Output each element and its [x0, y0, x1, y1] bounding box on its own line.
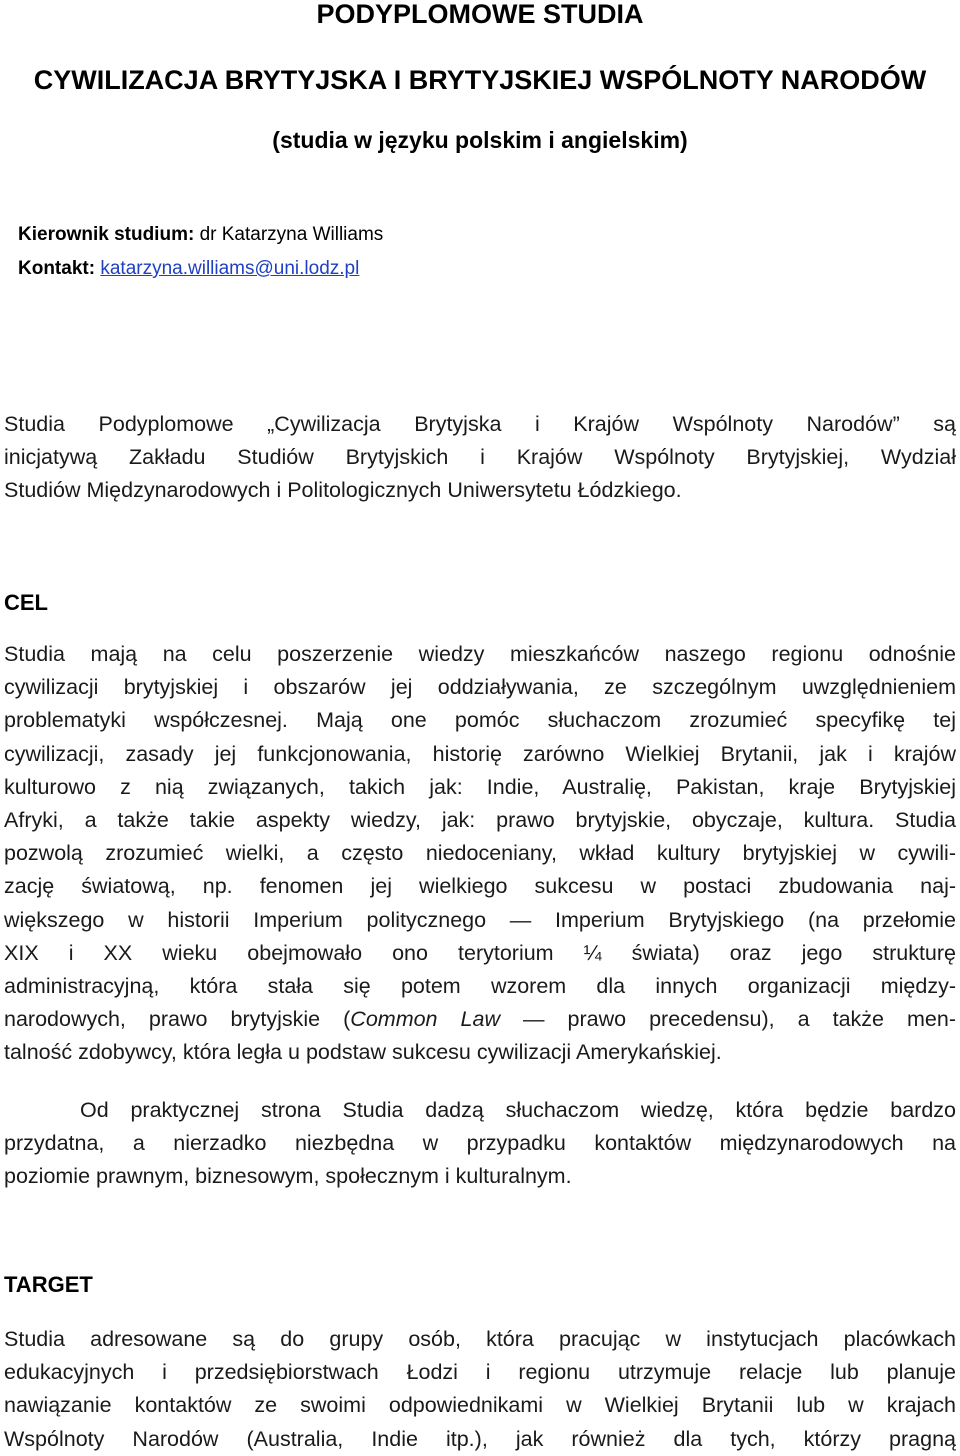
section-heading-cel: CEL [4, 590, 48, 615]
text-line: Studia mają na celu poszerzenie wiedzy mieszkańców naszego regionu odnośnie [4, 642, 956, 666]
director-line [18, 222, 383, 248]
text-line-composite [4, 1003, 956, 1036]
language-note: (studia w języku polskim i angielskim) [272, 127, 688, 153]
text-line: nawiązanie kontaktów ze swoimi odpowiednikami w Wielkiej Brytanii lub w krajach [4, 1393, 956, 1418]
text-line: administracyjną, która stała się potem wzorem dla innych organizacji między- [4, 973, 956, 998]
text-line: cywilizacji, zasady jej funkcjonowania, historię zarówno Wielkiej Brytanii, jak i krajów [4, 741, 956, 766]
text-fragment: — prawo precedensu), a także men- [499, 1007, 956, 1032]
text-line: cywilizacji brytyjskiej i obszarów jej oddziaływania, ze szczególnym uwzględnieniem [4, 675, 956, 700]
text-line: talność zdobywcy, która legła u podstaw sukcesu cywilizacji Amerykańskiej. [4, 1040, 722, 1065]
practical-paragraph [4, 1094, 956, 1194]
text-line: Studia adresowane są do grupy osób, która pracując w instytucjach placówkach [4, 1327, 956, 1351]
intro-paragraph [4, 408, 956, 508]
text-line: większego w historii Imperium politycznego — Imperium Brytyjskiego (na przełomie [4, 907, 956, 932]
text-line: Od praktycznej strona Studia dadzą słuchaczom wiedzę, która będzie bardzo [80, 1098, 956, 1122]
text-fragment: narodowych, prawo brytyjskie ( [4, 1007, 351, 1032]
section-heading-target: TARGET [4, 1272, 93, 1297]
document-subtitle: CYWILIZACJA BRYTYJSKA I BRYTYJSKIEJ WSPÓLNOTY NARODÓW [33, 65, 927, 95]
text-line: Studiów Międzynarodowych i Politologicznych Uniwersytetu Łódzkiego. [4, 478, 682, 503]
contact-line [18, 256, 359, 282]
contact-label: Kontakt: [18, 258, 96, 279]
target-paragraph [4, 1323, 956, 1456]
text-line: edukacyjnych i przedsiębiorstwach Łodzi i regionu utrzymuje relacje lub planuje [4, 1360, 956, 1385]
director-label: Kierownik studium: [18, 224, 195, 245]
text-line: Studia Podyplomowe „Cywilizacja Brytyjska i Krajów Wspólnoty Narodów” są [4, 412, 956, 436]
director-value: dr Katarzyna Williams [194, 224, 384, 245]
document-title: PODYPLOMOWE STUDIA [316, 0, 644, 29]
text-line: pozwolą zrozumieć wielki, a często niedoceniany, wkład kultury brytyjskiej w cywili- [4, 841, 956, 866]
text-line: inicjatywą Zakładu Studiów Brytyjskich i Krajów Wspólnoty Brytyjskiej, Wydział [4, 445, 956, 470]
text-line: problematyki współczesnej. Mają one pomóc słuchaczom zrozumieć specyfikę tej [4, 708, 956, 733]
cel-paragraph [4, 638, 956, 1069]
text-line: poziomie prawnym, biznesowym, społecznym i kulturalnym. [4, 1164, 572, 1189]
contact-email-link[interactable]: katarzyna.williams@uni.lodz.pl [100, 258, 360, 279]
text-line: przydatna, a nierzadko niezbędna w przypadku kontaktów międzynarodowych na [4, 1131, 956, 1156]
text-line: Wspólnoty Narodów (Australia, Indie itp.), jak również dla tych, którzy pragną [4, 1426, 956, 1451]
text-line: XIX i XX wieku obejmowało ono terytorium ¼ świata) oraz jego strukturę [4, 940, 956, 965]
text-line: Afryki, a także takie aspekty wiedzy, jak: prawo brytyjskie, obyczaje, kultura. Studia [4, 807, 956, 832]
text-line: kulturowo z nią związanych, takich jak: Indie, Australię, Pakistan, kraje Brytyjskiej [4, 774, 956, 799]
italic-term: Common Law [350, 1007, 500, 1032]
text-line: zację światową, np. fenomen jej wielkiego sukcesu w postaci zbudowania naj- [4, 874, 956, 899]
